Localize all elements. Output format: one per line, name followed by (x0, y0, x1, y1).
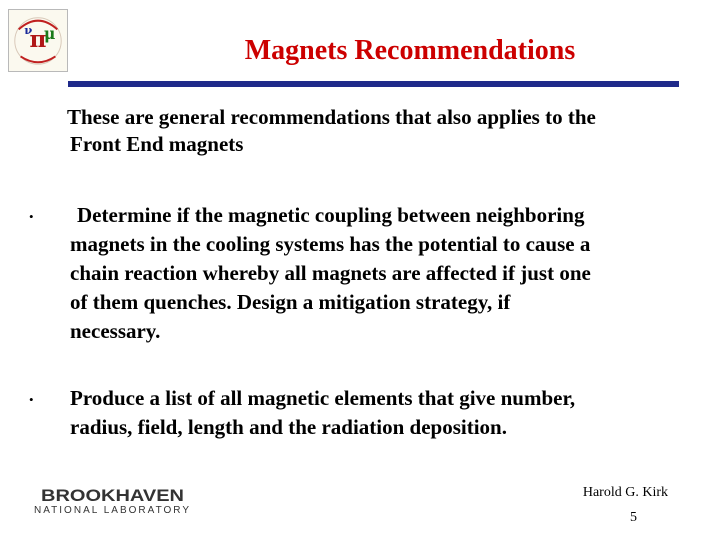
bullet-text (70, 201, 680, 346)
bullet-line: magnets in the cooling systems has the potential to cause a (70, 232, 591, 256)
bullet-line: radius, field, length and the radiation deposition. (70, 415, 507, 439)
svg-text:μ: μ (43, 24, 56, 44)
title-divider (68, 81, 679, 87)
svg-text:π: π (29, 25, 47, 53)
bullet-line: Determine if the magnetic coupling between neighboring (77, 203, 585, 227)
page-number: 5 (630, 510, 637, 525)
bullet-line: chain reaction whereby all magnets are affected if just one (70, 261, 591, 285)
muon-collaboration-logo-icon (9, 10, 67, 71)
bullet-marker: • (29, 392, 34, 407)
bullet-text (70, 384, 680, 442)
intro-line: These are general recommendations that also applies to the (67, 105, 596, 129)
brookhaven-logo-icon (34, 484, 194, 518)
bullet-line: of them quenches. Design a mitigation strategy, if (70, 290, 511, 314)
author-name: Harold G. Kirk (582, 485, 668, 500)
brookhaven-logo (34, 484, 194, 518)
bullet-line: Produce a list of all magnetic elements that give number, (70, 386, 576, 410)
bullet-line: necessary. (70, 319, 161, 343)
intro-line: Front End magnets (70, 132, 244, 156)
collaboration-logo (8, 9, 68, 72)
slide-title: Magnets Recommendations (244, 35, 576, 66)
brookhaven-wordmark: BROOKHAVEN (41, 486, 184, 505)
national-laboratory-wordmark: NATIONAL LABORATORY (34, 505, 189, 516)
bullet-marker: • (29, 209, 34, 224)
intro-paragraph (67, 104, 690, 158)
svg-text:ν: ν (24, 23, 33, 38)
